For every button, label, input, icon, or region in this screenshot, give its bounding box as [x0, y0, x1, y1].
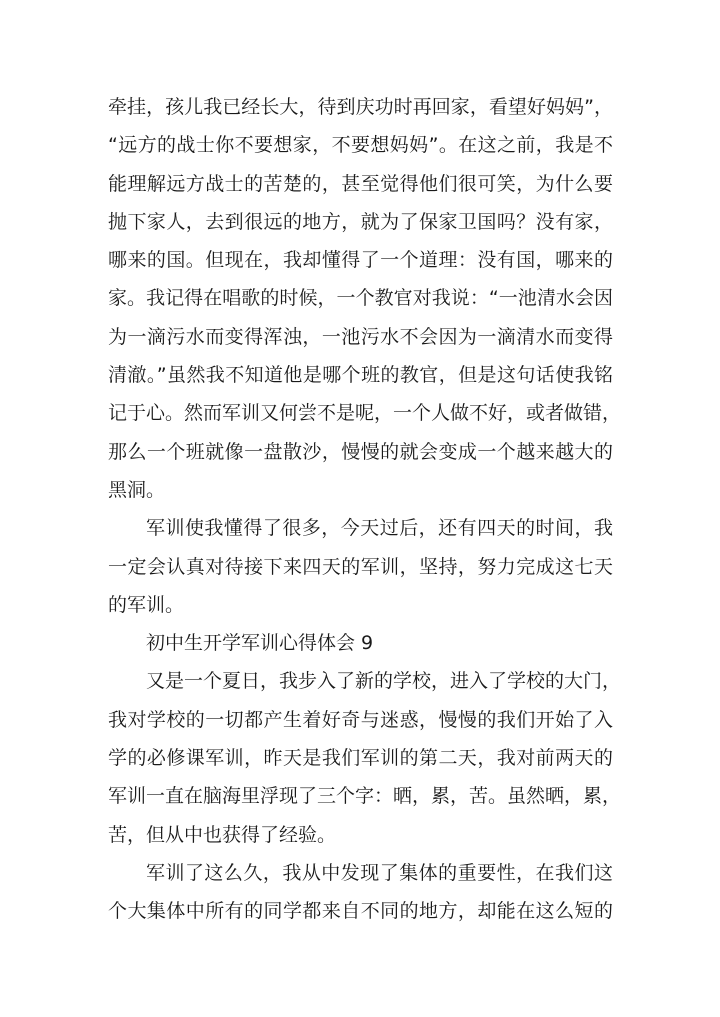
- paragraph-line: 一定会认真对待接下来四天的军训，坚持，努力完成这七天: [108, 555, 613, 578]
- paragraph-line: 清澈。”虽然我不知道他是哪个班的教官，但是这句话使我铭: [108, 364, 613, 387]
- paragraph-line: 的军训。: [108, 593, 185, 616]
- paragraph-line: 抛下家人，去到很远的地方，就为了保家卫国吗？没有家，: [108, 210, 613, 233]
- paragraph-line: 学的必修课军训，昨天是我们军训的第二天，我对前两天的: [108, 747, 613, 770]
- paragraph-line: 又是一个夏日，我步入了新的学校，进入了学校的大门，: [146, 670, 622, 693]
- paragraph-line: 个大集体中所有的同学都来自不同的地方，却能在这么短的: [108, 900, 613, 923]
- paragraph-line: 哪来的国。但现在，我却懂得了一个道理：没有国，哪来的: [108, 249, 613, 272]
- paragraph: [108, 509, 613, 624]
- paragraph-line: 苦，但从中也获得了经验。: [108, 823, 337, 846]
- document-body: [108, 88, 622, 931]
- paragraph: [108, 662, 622, 853]
- paragraph-line: 牵挂，孩儿我已经长大，待到庆功时再回家，看望好妈妈”，: [108, 96, 613, 118]
- paragraph-line: 记于心。然而军训又何尝不是呢，一个人做不好，或者做错，: [108, 402, 622, 425]
- paragraph-line: “远方的战士你不要想家，不要想妈妈”。在这之前，我是不: [108, 134, 613, 157]
- paragraph-line: 能理解远方战士的苦楚的，甚至觉得他们很可笑，为什么要: [108, 172, 613, 195]
- section-heading: [108, 624, 613, 662]
- paragraph-line: 我对学校的一切都产生着好奇与迷惑，慢慢的我们开始了入: [108, 708, 613, 731]
- paragraph: [108, 854, 613, 931]
- paragraph-line: 军训一直在脑海里浮现了三个字：晒，累，苦。虽然晒，累，: [108, 785, 622, 808]
- paragraph-line: 黑洞。: [108, 478, 166, 501]
- paragraph-line: 军训了这么久，我从中发现了集体的重要性，在我们这: [146, 861, 613, 884]
- heading-text: 初中生开学军训心得体会 9: [146, 632, 374, 655]
- paragraph-line: 军训使我懂得了很多，今天过后，还有四天的时间，我: [146, 517, 613, 540]
- paragraph-line: 为一滴污水而变得浑浊，一池污水不会因为一滴清水而变得: [108, 325, 613, 348]
- paragraph-line: 家。我记得在唱歌的时候，一个教官对我说：“一池清水会因: [108, 287, 613, 310]
- paragraph-line: 那么一个班就像一盘散沙，慢慢的就会变成一个越来越大的: [108, 440, 613, 463]
- paragraph: [108, 88, 622, 509]
